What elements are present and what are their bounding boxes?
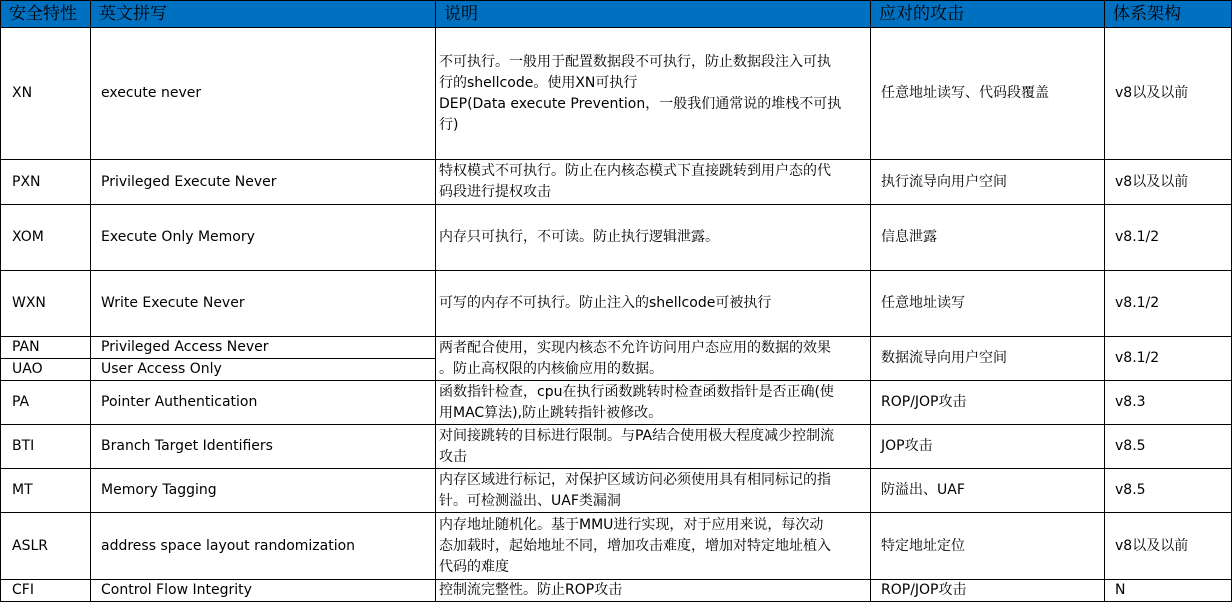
description-cell[interactable] [436,337,871,381]
arch-cell[interactable]: v8以及以前 [1105,28,1232,160]
header-english[interactable]: 英文拼写 [91,1,436,28]
english-cell[interactable]: address space layout randomization [91,513,436,580]
description-line: 可写的内存不可执行。防止注入的shellcode可被执行 [439,295,772,311]
header-attack[interactable]: 应对的攻击 [871,1,1105,28]
description-line: 控制流完整性。防止ROP攻击 [439,582,623,598]
english-cell[interactable]: Execute Only Memory [91,205,436,271]
description-line: 对间接跳转的目标进行限制。与PA结合使用极大程度减少控制流 [439,427,835,444]
feature-cell[interactable]: XOM [1,205,91,271]
description-line: 不可执行。一般用于配置数据段不可执行，防止数据段注入可执 [439,53,831,70]
header-architecture[interactable]: 体系架构 [1105,1,1232,28]
header-row [1,1,1232,28]
attack-cell[interactable]: ROP/JOP攻击 [871,580,1105,602]
description-cell[interactable] [436,160,871,205]
feature-cell[interactable]: MT [1,469,91,513]
feature-cell[interactable]: PA [1,381,91,425]
table-row [1,580,1232,602]
description-line: 攻击 [439,448,467,465]
description-line: 函数指针检查，cpu在执行函数跳转时检查函数指针是否正确(使 [439,383,834,400]
table-row [1,513,1232,580]
table-row [1,205,1232,271]
description-cell[interactable] [436,425,871,469]
english-cell[interactable]: Write Execute Never [91,271,436,337]
description-line: DEP(Data execute Prevention，一般我们通常说的堆栈不可执 [439,95,842,112]
table-row [1,160,1232,205]
feature-cell[interactable]: BTI [1,425,91,469]
description-cell[interactable] [436,580,871,602]
description-cell[interactable] [436,381,871,425]
english-cell[interactable]: User Access Only [91,359,436,381]
arch-cell[interactable]: v8.3 [1105,381,1232,425]
attack-cell[interactable]: 任意地址读写、代码段覆盖 [871,28,1105,160]
english-cell[interactable]: Memory Tagging [91,469,436,513]
english-cell[interactable]: Control Flow Integrity [91,580,436,602]
arch-cell[interactable]: v8以及以前 [1105,513,1232,580]
arch-cell[interactable]: v8.1/2 [1105,205,1232,271]
description-cell[interactable] [436,205,871,271]
description-line: 内存区域进行标记，对保护区域访问必须使用具有相同标记的指 [439,471,831,488]
description-line: 行) [439,116,459,133]
arch-cell[interactable]: v8.5 [1105,469,1232,513]
description-cell[interactable] [436,28,871,160]
header-description[interactable]: 说明 [436,1,871,28]
description-line: 。防止高权限的内核偷应用的数据。 [439,360,663,377]
description-cell[interactable] [436,271,871,337]
attack-cell[interactable]: 任意地址读写 [871,271,1105,337]
arch-cell[interactable]: N [1105,580,1232,602]
attack-cell[interactable]: 防溢出、UAF [871,469,1105,513]
table-row [1,337,1232,359]
table-row [1,469,1232,513]
feature-cell[interactable]: XN [1,28,91,160]
attack-cell[interactable]: ROP/JOP攻击 [871,381,1105,425]
english-cell[interactable]: Privileged Access Never [91,337,436,359]
attack-cell[interactable]: JOP攻击 [871,425,1105,469]
arch-cell[interactable]: v8.1/2 [1105,271,1232,337]
description-line: 态加载时，起始地址不同，增加攻击难度，增加对特定地址植入 [439,537,831,554]
table-row [1,28,1232,160]
description-line: 内存只可执行，不可读。防止执行逻辑泄露。 [439,229,719,245]
english-cell[interactable]: execute never [91,28,436,160]
description-line: 特权模式不可执行。防止在内核态模式下直接跳转到用户态的代 [439,163,831,179]
attack-cell[interactable]: 特定地址定位 [871,513,1105,580]
attack-cell[interactable]: 信息泄露 [871,205,1105,271]
description-line: 两者配合使用，实现内核态不允许访问用户态应用的数据的效果 [439,339,831,356]
english-cell[interactable]: Privileged Execute Never [91,160,436,205]
description-line: 内存地址随机化。基于MMU进行实现，对于应用来说，每次动 [439,516,824,533]
feature-cell[interactable]: WXN [1,271,91,337]
header-feature[interactable]: 安全特性 [1,1,91,28]
description-line: 行的shellcode。使用XN可执行 [439,74,638,91]
feature-cell[interactable]: UAO [1,359,91,381]
arch-cell[interactable]: v8.1/2 [1105,337,1232,381]
description-cell[interactable] [436,513,871,580]
description-cell[interactable] [436,469,871,513]
english-cell[interactable]: Branch Target Identifiers [91,425,436,469]
description-line: 针。可检测溢出、UAF类漏洞 [439,492,621,509]
feature-cell[interactable]: CFI [1,580,91,602]
arch-cell[interactable]: v8.5 [1105,425,1232,469]
table-row [1,271,1232,337]
english-cell[interactable]: Pointer Authentication [91,381,436,425]
table-row [1,381,1232,425]
description-line: 代码的难度 [439,558,509,575]
attack-cell[interactable]: 数据流导向用户空间 [871,337,1105,381]
feature-cell[interactable]: PXN [1,160,91,205]
description-line: 码段进行提权攻击 [439,184,551,200]
feature-cell[interactable]: ASLR [1,513,91,580]
feature-cell[interactable]: PAN [1,337,91,359]
description-line: 用MAC算法),防止跳转指针被修改。 [439,404,663,421]
table-row [1,425,1232,469]
attack-cell[interactable]: 执行流导向用户空间 [871,160,1105,205]
arch-cell[interactable]: v8以及以前 [1105,160,1232,205]
